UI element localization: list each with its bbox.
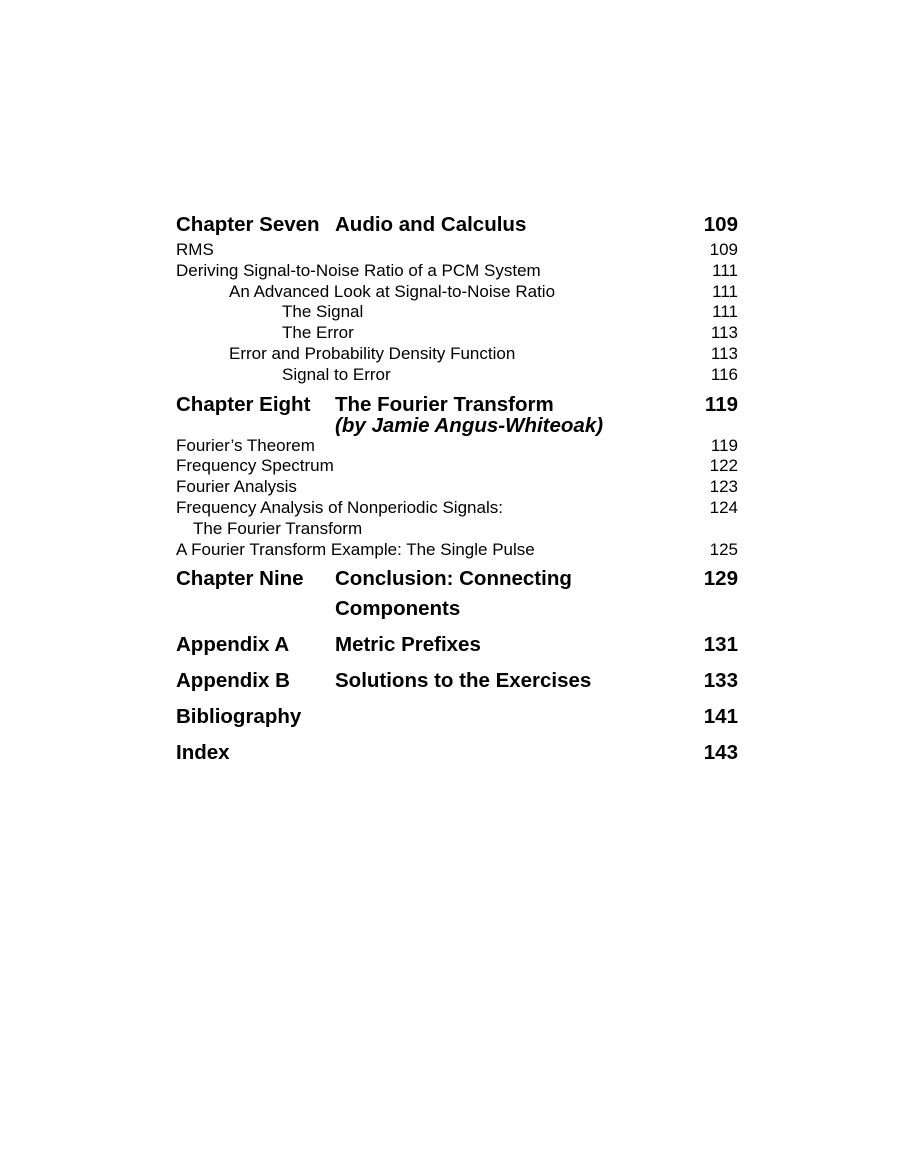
toc-entry[interactable]	[176, 344, 738, 365]
entry-text: Fourier’s Theorem	[176, 435, 315, 455]
toc-entry[interactable]	[176, 436, 738, 457]
chapter-title: Audio and Calculus	[335, 213, 527, 236]
entry-page: 119	[710, 435, 738, 455]
entry-text: A Fourier Transform Example: The Single Pulse	[176, 539, 535, 559]
entry-page: 113	[710, 323, 738, 343]
appendix-label: Appendix A	[176, 633, 290, 657]
toc-appendix-b[interactable]	[176, 666, 738, 696]
bibliography-page-number: 141	[703, 705, 738, 729]
chapter-subtitle: (by Jamie Angus-Whiteoak)	[335, 413, 604, 437]
table-of-contents	[176, 210, 738, 768]
entry-text-continuation: The Fourier Transform	[193, 518, 363, 538]
entry-text: Error and Probability Density Function	[229, 343, 516, 363]
entry-page: 109	[709, 240, 738, 259]
chapter-label: Chapter Seven	[176, 213, 320, 236]
entry-page: 113	[710, 343, 738, 363]
entry-text: The Signal	[282, 302, 364, 322]
chapter-title: Conclusion: Connecting Components	[335, 567, 572, 621]
appendix-page-number: 131	[703, 633, 738, 657]
entry-page: 111	[712, 260, 738, 280]
entry-text: Deriving Signal-to-Noise Ratio of a PCM System	[176, 260, 541, 280]
toc-entry[interactable]	[176, 240, 738, 261]
chapter-page-number: 129	[703, 567, 738, 591]
toc-appendix-a[interactable]	[176, 630, 738, 660]
toc-bibliography[interactable]	[176, 702, 738, 732]
entry-text: Frequency Analysis of Nonperiodic Signals:	[176, 497, 503, 517]
toc-entry[interactable]	[176, 456, 738, 477]
toc-index[interactable]	[176, 738, 738, 768]
appendix-title: Solutions to the Exercises	[335, 669, 592, 693]
toc-chapter-eight[interactable]	[176, 390, 738, 436]
chapter-label: Chapter Nine	[176, 567, 304, 591]
entry-text: The Error	[282, 323, 354, 343]
entry-text: An Advanced Look at Signal-to-Noise Ratio	[229, 281, 556, 301]
toc-entry[interactable]	[176, 477, 738, 498]
entry-page: 123	[709, 477, 738, 497]
chapter-page-number: 109	[703, 213, 738, 236]
toc-entry[interactable]	[176, 498, 738, 540]
entry-page: 116	[710, 364, 738, 384]
chapter-label: Chapter Eight	[176, 392, 311, 416]
entry-page: 111	[712, 281, 738, 301]
toc-entry[interactable]	[176, 302, 738, 323]
entry-text: RMS	[176, 240, 214, 259]
entry-text: Signal to Error	[282, 364, 391, 384]
chapter-title: The Fourier Transform (by Jamie Angus-Whiteoak)	[335, 390, 678, 436]
entry-page: 111	[712, 302, 738, 322]
toc-entry[interactable]	[176, 282, 738, 303]
appendix-page-number: 133	[703, 669, 738, 693]
entry-text: Frequency Spectrum	[176, 456, 334, 476]
toc-entry[interactable]	[176, 261, 738, 282]
toc-chapter-seven[interactable]	[176, 210, 738, 240]
appendix-label: Appendix B	[176, 669, 290, 693]
toc-entry[interactable]	[176, 365, 738, 386]
entry-page: 124	[709, 497, 738, 517]
appendix-title: Metric Prefixes	[335, 633, 481, 657]
toc-entry[interactable]	[176, 323, 738, 344]
toc-chapter-nine[interactable]	[176, 564, 738, 624]
entry-text: Fourier Analysis	[176, 477, 297, 497]
index-page-number: 143	[703, 741, 738, 765]
entry-page: 125	[709, 539, 738, 559]
entry-page: 122	[709, 456, 738, 476]
chapter-page-number: 119	[704, 392, 738, 416]
index-label: Index	[176, 741, 230, 765]
bibliography-label: Bibliography	[176, 705, 302, 729]
toc-entry[interactable]	[176, 540, 738, 561]
